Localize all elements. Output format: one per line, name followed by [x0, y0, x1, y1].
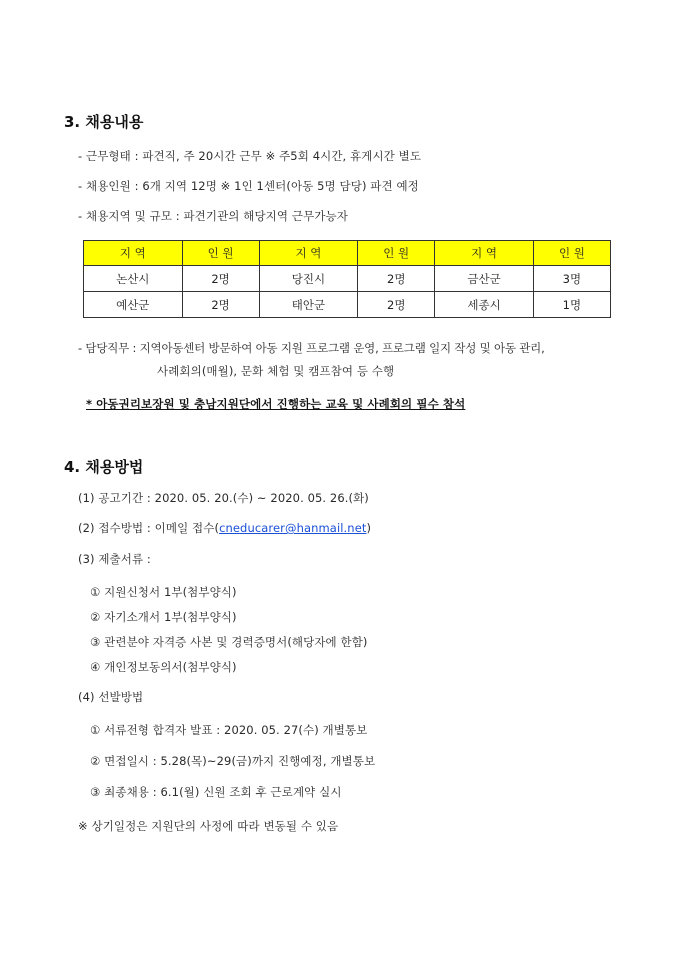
duty-line-continued: 사례회의(매월), 문화 체험 및 캠프참여 등 수행: [157, 364, 395, 378]
region-scale-line: - 채용지역 및 규모 : 파견기관의 해당지역 근무가능자: [78, 209, 348, 223]
table-header-cell: 인 원: [533, 241, 610, 266]
selection-step: ③ 최종채용 : 6.1(월) 신원 조회 후 근로계약 실시: [90, 785, 342, 799]
posting-period-line: (1) 공고기간 : 2020. 05. 20.(수) ~ 2020. 05. 26.(화): [78, 491, 369, 505]
table-row: [84, 266, 611, 292]
document-item: ④ 개인정보동의서(첨부양식): [90, 660, 237, 674]
selection-step: ② 면접일시 : 5.28(목)~29(금)까지 진행예정, 개별통보: [90, 754, 376, 768]
document-item: ③ 관련분야 자격증 사본 및 경력증명서(해당자에 한함): [90, 635, 368, 649]
application-method-label: (2) 접수방법 : 이메일 접수(: [78, 521, 220, 535]
table-cell: 2명: [182, 292, 259, 318]
region-table-header-row: [84, 241, 611, 266]
table-header-cell: 지 역: [435, 241, 534, 266]
document-item: ② 자기소개서 1부(첨부양식): [90, 610, 237, 624]
table-cell: 예산군: [84, 292, 183, 318]
table-header-cell: 인 원: [182, 241, 259, 266]
table-cell: 1명: [533, 292, 610, 318]
table-cell: 2명: [358, 292, 435, 318]
employment-type-line: - 근무형태 : 파견직, 주 20시간 근무 ※ 주5회 4시간, 휴게시간 별도: [78, 149, 422, 163]
application-method-line: [78, 520, 371, 536]
selection-step: ① 서류전형 합격자 발표 : 2020. 05. 27(수) 개별통보: [90, 723, 368, 737]
selection-title: (4) 선발방법: [78, 690, 144, 704]
table-header-cell: 지 역: [259, 241, 358, 266]
documents-title: (3) 제출서류 :: [78, 552, 151, 566]
application-method-close: ): [366, 521, 372, 535]
email-link[interactable]: cneducarer@hanmail.net: [219, 521, 367, 535]
table-cell: 태안군: [259, 292, 358, 318]
section4-title: 4. 채용방법: [64, 458, 144, 476]
table-cell: 당진시: [259, 266, 358, 292]
headcount-line: - 채용인원 : 6개 지역 12명 ※ 1인 1센터(아동 5명 담당) 파견 예정: [78, 179, 419, 193]
section3-title: 3. 채용내용: [64, 113, 144, 131]
table-cell: 논산시: [84, 266, 183, 292]
table-cell: 금산군: [435, 266, 534, 292]
table-cell: 2명: [358, 266, 435, 292]
table-cell: 3명: [533, 266, 610, 292]
table-cell: 2명: [182, 266, 259, 292]
mandatory-notice: * 아동권리보장원 및 충남지원단에서 진행하는 교육 및 사례회의 필수 참석: [86, 397, 466, 411]
table-header-cell: 인 원: [358, 241, 435, 266]
schedule-footnote: ※ 상기일정은 지원단의 사정에 따라 변동될 수 있음: [78, 819, 339, 833]
document-item: ① 지원신청서 1부(첨부양식): [90, 585, 237, 599]
table-cell: 세종시: [435, 292, 534, 318]
region-table: [83, 240, 611, 318]
duty-line: - 담당직무 : 지역아동센터 방문하여 아동 지원 프로그램 운영, 프로그램 일지 작성 및 아동 관리,: [78, 341, 545, 355]
table-header-cell: 지 역: [84, 241, 183, 266]
table-row: [84, 292, 611, 318]
